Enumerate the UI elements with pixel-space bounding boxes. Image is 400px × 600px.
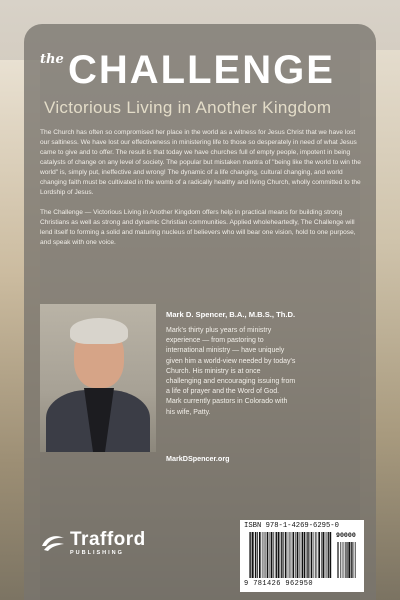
barcode-bar <box>265 532 266 578</box>
barcode-bar <box>314 532 315 578</box>
barcode-bar <box>257 532 258 578</box>
barcode-bar <box>273 532 274 578</box>
barcode-bar <box>270 532 271 578</box>
barcode-bar <box>267 532 269 578</box>
publisher-name: Trafford <box>70 529 146 550</box>
blurb <box>40 128 362 258</box>
barcode-bar <box>352 542 353 578</box>
barcode-bar <box>285 532 287 578</box>
barcode-bar <box>321 532 322 578</box>
barcode-bar <box>281 532 282 578</box>
barcode-bar <box>318 532 320 578</box>
barcode-bar <box>262 532 263 578</box>
author-photo <box>40 304 156 452</box>
title-prefix: the <box>40 52 64 67</box>
barcode-bar <box>295 532 296 578</box>
barcode-bar <box>328 532 329 578</box>
book-title: CHALLENGE <box>68 48 335 92</box>
barcode-bar <box>327 532 328 578</box>
barcode-bar <box>344 542 345 578</box>
barcode-bar <box>304 532 306 578</box>
barcode-bar <box>250 532 251 578</box>
author-photo-hair <box>70 318 128 344</box>
barcode-bar <box>348 542 350 578</box>
back-cover-panel <box>24 24 376 600</box>
barcode-bar <box>354 542 355 578</box>
barcode-bar <box>338 542 339 578</box>
wave-swoosh-icon <box>40 532 66 554</box>
barcode-bar <box>342 542 343 578</box>
barcode-bar <box>325 532 326 578</box>
barcode-bar <box>290 532 291 578</box>
barcode-bar <box>311 532 313 578</box>
publisher-logo <box>40 530 146 556</box>
author-name: Mark D. Spencer, B.A., M.B.S., Th.D. <box>166 310 296 319</box>
barcode-bar <box>299 532 300 578</box>
barcode-bar <box>293 532 295 578</box>
barcode-bar <box>255 532 256 578</box>
isbn-text: ISBN 978-1-4269-6295-0 <box>244 522 339 530</box>
author-website: MarkDSpencer.org <box>166 454 230 463</box>
barcode-bar <box>322 532 324 578</box>
barcode-bar <box>264 532 265 578</box>
barcode-bar <box>301 532 302 578</box>
barcode-number: 9 781426 962950 <box>244 580 314 588</box>
blurb-paragraph: The Challenge — Victorious Living in Another Kingdom offers help in practical means for building strong Christians as well as strong and dynamic Christian communities. Applied wholeheartedly, The Challenge will lend itself to forming a solid and maturing nucleus of believers who will bear one vision, hold to one purpose, and speak with one voice. <box>40 209 356 246</box>
barcode-bar <box>330 532 332 578</box>
barcode-bar <box>337 542 338 578</box>
barcode-bar <box>249 532 250 578</box>
barcode-bar <box>291 532 292 578</box>
barcode-bar <box>302 532 303 578</box>
barcode-bar <box>345 542 346 578</box>
barcode-bar <box>297 532 299 578</box>
publisher-tagline: PUBLISHING <box>70 550 124 556</box>
author-bio: Mark's thirty plus years of ministry experience — from pastoring to international ministry — have uniquely given him a world-view needed by today's Church. His ministry is at once challenging and encouraging issuing from a life of prayer and the Word of God. Mark currently pastors in Colorado with his wife, Patty. <box>166 327 296 416</box>
price-code: 90000 <box>336 532 356 539</box>
publisher-wordmark <box>70 530 146 556</box>
barcode-bar <box>275 532 276 578</box>
barcode-bar <box>315 532 316 578</box>
barcode-bar <box>347 542 348 578</box>
barcode-bar <box>307 532 308 578</box>
barcode-bar <box>308 532 309 578</box>
barcode-bar <box>259 532 261 578</box>
barcode-bars <box>248 532 332 578</box>
barcode-bar <box>278 532 280 578</box>
barcode-bar <box>317 532 318 578</box>
barcode-bar <box>351 542 352 578</box>
barcode-bar <box>271 532 273 578</box>
book-subtitle: Victorious Living in Another Kingdom <box>44 98 332 117</box>
barcode-box <box>240 520 364 592</box>
barcode-bar <box>252 532 254 578</box>
barcode-bar <box>340 542 341 578</box>
barcode-bar <box>282 532 283 578</box>
barcode-bar <box>288 532 289 578</box>
barcode-bar <box>355 542 356 578</box>
barcode-addon-bars <box>336 542 358 578</box>
barcode-bar <box>276 532 277 578</box>
blurb-paragraph: The Church has often so compromised her place in the world as a witness for Jesus Christ that we have lost our saltiness. We have lost our effectiveness in ministering life to those so desperately in need of what Jesus came to give and to offer. The result is that today we have churches full of empty people, impotent in being catalysts of change on any level of society. The popular but mistaken mantra of "being like the world to win the world" is, simply put, ineffective and wrong! The dynamic of a life changing, cultural changing, and world changing faith must be cultivated in the womb of a radically healthy and living Church, wholly committed to the Lordship of Jesus. <box>40 129 361 196</box>
